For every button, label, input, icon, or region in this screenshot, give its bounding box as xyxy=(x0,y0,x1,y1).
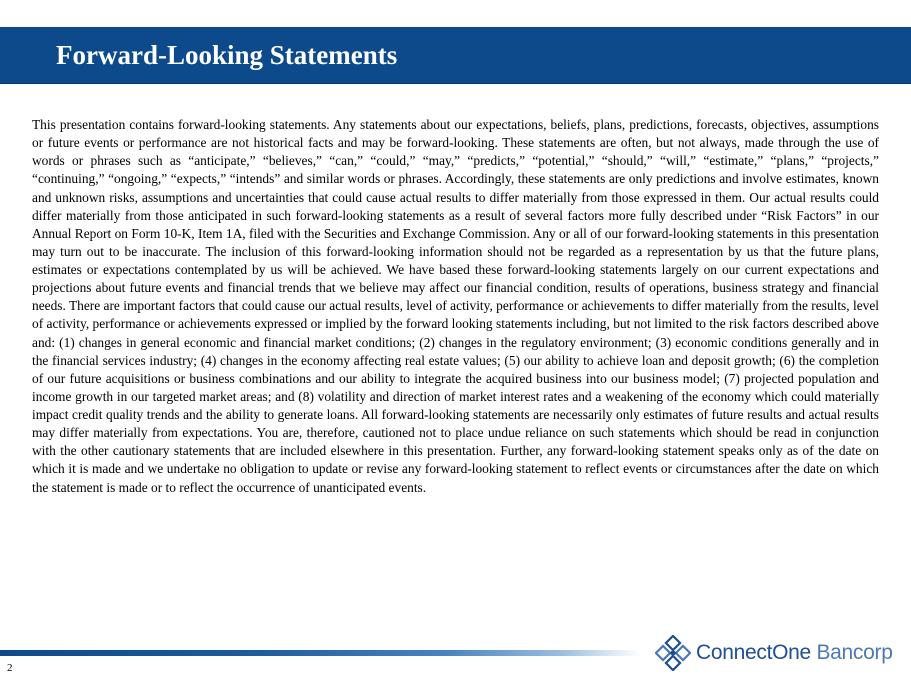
connectone-diamond-logo-icon xyxy=(655,635,691,671)
disclaimer-paragraph: This presentation contains forward-looking statements. Any statements about our expectations, beliefs, plans, predictions, forecasts, objectives, assumptions or future events or performance are not historical facts and may be forward-looking. These statements are often, but not always, made through the use of words or phrases such as “anticipate,” “believes,” “can,” “could,” “may,” “predicts,” “potential,” “should,” “will,” “estimate,” “plans,” “projects,” “continuing,” “ongoing,” “expects,” “intends” and similar words or phrases. Accordingly, these statements are only predictions and involve estimates, known and unknown risks, assumptions and uncertainties that could cause actual results to differ materially from those expressed in them. Our actual results could differ materially from those anticipated in such forward-looking statements as a result of several factors more fully described under “Risk Factors” in our Annual Report on Form 10-K, Item 1A, filed with the Securities and Exchange Commission. Any or all of our forward-looking statements in this presentation may turn out to be inaccurate. The inclusion of this forward-looking information should not be regarded as a representation by us that the future plans, estimates or expectations contemplated by us will be achieved. We have based these forward-looking statements largely on our current expectations and projections about future events and financial trends that we believe may affect our financial condition, results of operations, business strategy and financial needs. There are important factors that could cause our actual results, level of activity, performance or achievements to differ materially from the results, level of activity, performance or achievements expressed or implied by the forward looking statements including, but not limited to the risk factors described above and: (1) changes in general economic and financial market conditions; (2) changes in the regulatory environment; (3) economic conditions generally and in the financial services industry; (4) changes in the economy affecting real estate values; (5) our ability to achieve loan and deposit growth; (6) the completion of our future acquisitions or business combinations and our ability to integrate the acquired business into our business model; (7) projected population and income growth in our targeted market areas; and (8) volatility and direction of market interest rates and a weakening of the economy which could materially impact credit quality trends and the ability to generate loans. All forward-looking statements are necessarily only estimates of future results and actual results may differ materially from expectations. You are, therefore, cautioned not to place undue reliance on such statements which should be read in conjunction with the other cautionary statements that are included elsewhere in this presentation. Further, any forward-looking statement speaks only as of the date on which it is made and we undertake no obligation to update or revise any forward-looking statement to reflect events or circumstances after the date on which the statement is made or to reflect the occurrence of unanticipated events. xyxy=(32,117,879,495)
logo-wordmark-bancorp: Bancorp xyxy=(810,641,893,664)
page-number: 2 xyxy=(7,662,13,674)
footer-gradient-bar xyxy=(0,650,640,656)
logo-wordmark-connectone: ConnectOne xyxy=(696,641,811,664)
page-title: Forward-Looking Statements xyxy=(56,40,398,70)
company-logo xyxy=(655,633,907,673)
title-band xyxy=(0,27,911,84)
logo-wordmark xyxy=(696,640,893,666)
